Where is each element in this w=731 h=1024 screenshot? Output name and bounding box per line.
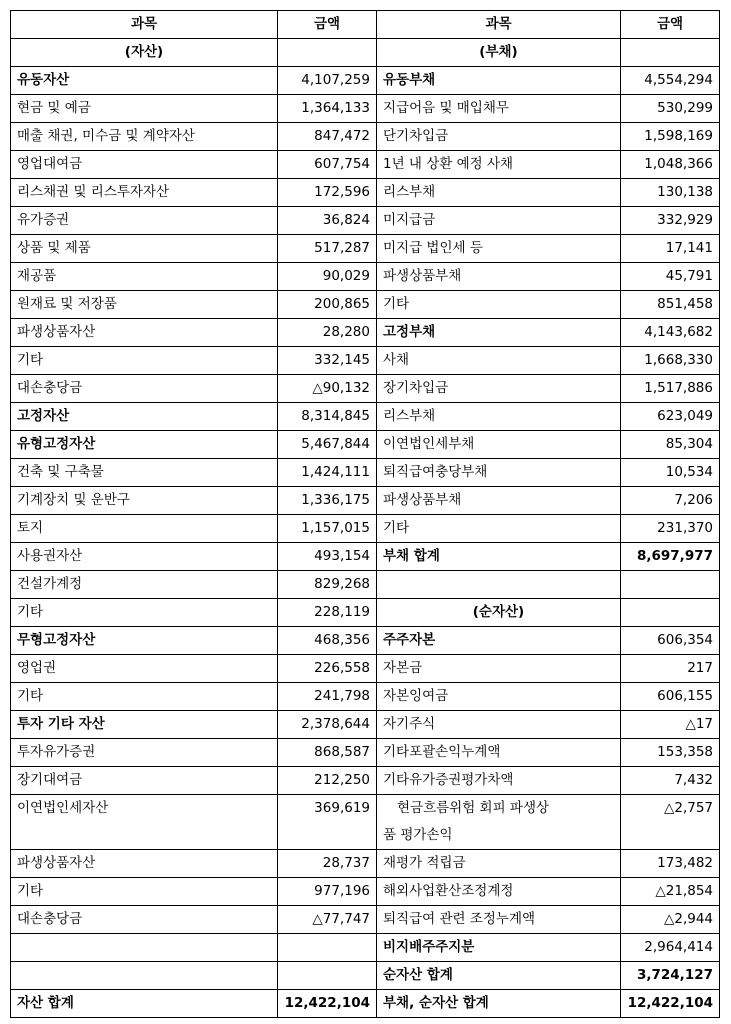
totals-row <box>11 990 720 1018</box>
row-label-right: 기타포괄손익누계액 <box>377 739 621 767</box>
row-label-right: 해외사업환산조정계정 <box>377 878 621 906</box>
row-label-right: 파생상품부채 <box>377 263 621 291</box>
row-amount-right: 45,791 <box>621 263 720 291</box>
row-label-right: 주주자본 <box>377 627 621 655</box>
table-row <box>11 403 720 431</box>
row-label-left: 재공품 <box>11 263 278 291</box>
row-label-right: 미지급금 <box>377 207 621 235</box>
row-label-left: 기계장치 및 운반구 <box>11 487 278 515</box>
row-label-right: 리스부채 <box>377 403 621 431</box>
row-label-left: 대손충당금 <box>11 906 278 934</box>
row-amount-left: 228,119 <box>278 599 377 627</box>
row-amount-left: 493,154 <box>278 543 377 571</box>
row-label-right: 기타 <box>377 515 621 543</box>
row-amount-left: 1,157,015 <box>278 515 377 543</box>
table-row <box>11 599 720 627</box>
row-label-right: 퇴직급여충당부채 <box>377 459 621 487</box>
liabilities-equity-total-label: 부채, 순자산 합계 <box>377 990 621 1018</box>
row-amount-left: 847,472 <box>278 123 377 151</box>
row-amount-right: 1,517,886 <box>621 375 720 403</box>
row-amount-right: 1,048,366 <box>621 151 720 179</box>
row-label-right: 미지급 법인세 등 <box>377 235 621 263</box>
table-row <box>11 878 720 906</box>
row-label-right: 파생상품부채 <box>377 487 621 515</box>
assets-total-amount: 12,422,104 <box>278 990 377 1018</box>
row-label-right: 지급어음 및 매입채무 <box>377 95 621 123</box>
row-amount-right: 1,668,330 <box>621 347 720 375</box>
table-row <box>11 263 720 291</box>
row-amount-left: 212,250 <box>278 767 377 795</box>
row-amount-left: 332,145 <box>278 347 377 375</box>
row-amount-left: 200,865 <box>278 291 377 319</box>
table-row <box>11 543 720 571</box>
row-label-left: 장기대여금 <box>11 767 278 795</box>
table-row <box>11 291 720 319</box>
row-amount-left: 172,596 <box>278 179 377 207</box>
row-label-left: 영업대여금 <box>11 151 278 179</box>
section-liabilities: (부채) <box>377 39 621 67</box>
row-label-right: 단기차입금 <box>377 123 621 151</box>
table-row <box>11 235 720 263</box>
table-row <box>11 739 720 767</box>
row-label-right: 기타유가증권평가차액 <box>377 767 621 795</box>
row-label-right: 고정부채 <box>377 319 621 347</box>
row-amount-left: 1,364,133 <box>278 95 377 123</box>
table-row <box>11 655 720 683</box>
row-label-left: 상품 및 제품 <box>11 235 278 263</box>
row-amount-right: △17 <box>621 711 720 739</box>
row-label-left: 이연법인세자산 <box>11 795 278 850</box>
table-row <box>11 767 720 795</box>
row-label-right: 자본금 <box>377 655 621 683</box>
row-amount-right: 530,299 <box>621 95 720 123</box>
row-amount-right: 7,432 <box>621 767 720 795</box>
header-amount-right: 금액 <box>621 11 720 39</box>
row-label-left: 기타 <box>11 599 278 627</box>
table-row <box>11 850 720 878</box>
row-label-right: 장기차입금 <box>377 375 621 403</box>
row-amount-left: 829,268 <box>278 571 377 599</box>
row-label-right: 사채 <box>377 347 621 375</box>
row-amount-right: 332,929 <box>621 207 720 235</box>
table-row <box>11 207 720 235</box>
table-row <box>11 934 720 962</box>
row-amount-left: 226,558 <box>278 655 377 683</box>
row-label-right: 자본잉여금 <box>377 683 621 711</box>
liabilities-total-label: 부채 합계 <box>377 543 621 571</box>
row-amount-left: 468,356 <box>278 627 377 655</box>
section-row <box>11 39 720 67</box>
row-label-left: 매출 채권, 미수금 및 계약자산 <box>11 123 278 151</box>
row-amount-right: 153,358 <box>621 739 720 767</box>
table-row <box>11 151 720 179</box>
row-label-left: 파생상품자산 <box>11 319 278 347</box>
row-amount-left: 241,798 <box>278 683 377 711</box>
row-label-right: 유동부채 <box>377 67 621 95</box>
table-row <box>11 487 720 515</box>
row-amount-right: 851,458 <box>621 291 720 319</box>
section-equity: (순자산) <box>377 599 621 627</box>
row-amount-right: 217 <box>621 655 720 683</box>
row-amount-right: 606,354 <box>621 627 720 655</box>
row-label-right: 자기주식 <box>377 711 621 739</box>
row-amount-left: 1,424,111 <box>278 459 377 487</box>
row-label-left: 사용권자산 <box>11 543 278 571</box>
row-amount-left: △77,747 <box>278 906 377 934</box>
table-row <box>11 431 720 459</box>
table-row <box>11 571 720 599</box>
table-row <box>11 67 720 95</box>
row-amount-right: 85,304 <box>621 431 720 459</box>
row-amount-left: 28,737 <box>278 850 377 878</box>
table-row <box>11 95 720 123</box>
table-row <box>11 627 720 655</box>
table-row <box>11 347 720 375</box>
row-label-left: 영업권 <box>11 655 278 683</box>
row-label-left: 고정자산 <box>11 403 278 431</box>
header-row <box>11 11 720 39</box>
header-amount-left: 금액 <box>278 11 377 39</box>
row-label-right: 리스부채 <box>377 179 621 207</box>
table-row <box>11 683 720 711</box>
row-amount-right: 17,141 <box>621 235 720 263</box>
section-assets: (자산) <box>11 39 278 67</box>
row-label-right-line2: 품 평가손익 <box>383 827 453 843</box>
row-label-left: 토지 <box>11 515 278 543</box>
table-row <box>11 319 720 347</box>
table-row <box>11 906 720 934</box>
row-amount-right: 173,482 <box>621 850 720 878</box>
row-label-left: 대손충당금 <box>11 375 278 403</box>
row-amount-left: 607,754 <box>278 151 377 179</box>
balance-sheet-table <box>10 10 720 1018</box>
row-amount-left: 2,378,644 <box>278 711 377 739</box>
row-label-left: 유가증권 <box>11 207 278 235</box>
row-amount-right: △2,757 <box>621 795 720 850</box>
row-amount-left: 5,467,844 <box>278 431 377 459</box>
row-label-left: 기타 <box>11 878 278 906</box>
liabilities-equity-total-amount: 12,422,104 <box>621 990 720 1018</box>
equity-total-label: 순자산 합계 <box>377 962 621 990</box>
row-amount-right: 4,143,682 <box>621 319 720 347</box>
row-amount-left: 517,287 <box>278 235 377 263</box>
table-row <box>11 795 720 850</box>
row-label-left: 리스채권 및 리스투자자산 <box>11 179 278 207</box>
row-amount-left: 4,107,259 <box>278 67 377 95</box>
table-row <box>11 962 720 990</box>
row-label-right: 이연법인세부채 <box>377 431 621 459</box>
row-amount-left: 1,336,175 <box>278 487 377 515</box>
row-amount-right: 7,206 <box>621 487 720 515</box>
row-amount-left: 90,029 <box>278 263 377 291</box>
row-label-left: 건축 및 구축물 <box>11 459 278 487</box>
liabilities-total-amount: 8,697,977 <box>621 543 720 571</box>
row-amount-left: 977,196 <box>278 878 377 906</box>
row-amount-right: △2,944 <box>621 906 720 934</box>
row-label-left: 건설가계정 <box>11 571 278 599</box>
header-account-left: 과목 <box>11 11 278 39</box>
row-amount-left: 369,619 <box>278 795 377 850</box>
row-amount-left: 28,280 <box>278 319 377 347</box>
row-amount-left: △90,132 <box>278 375 377 403</box>
table-row <box>11 515 720 543</box>
row-amount-left: 36,824 <box>278 207 377 235</box>
table-row <box>11 375 720 403</box>
row-amount-right: 1,598,169 <box>621 123 720 151</box>
row-amount-right: △21,854 <box>621 878 720 906</box>
row-label-left: 원재료 및 저장품 <box>11 291 278 319</box>
row-label-right: 기타 <box>377 291 621 319</box>
row-label-right: 퇴직급여 관련 조정누계액 <box>377 906 621 934</box>
row-label-left: 투자 기타 자산 <box>11 711 278 739</box>
table-row <box>11 459 720 487</box>
row-label-right: 비지배주주지분 <box>377 934 621 962</box>
row-amount-right: 10,534 <box>621 459 720 487</box>
row-label-left: 무형고정자산 <box>11 627 278 655</box>
row-label-left: 투자유가증권 <box>11 739 278 767</box>
row-label-right-wrapped <box>377 795 621 850</box>
row-amount-right: 231,370 <box>621 515 720 543</box>
row-label-left: 유동자산 <box>11 67 278 95</box>
header-account-right: 과목 <box>377 11 621 39</box>
table-row <box>11 123 720 151</box>
assets-total-label: 자산 합계 <box>11 990 278 1018</box>
row-amount-left: 868,587 <box>278 739 377 767</box>
row-label-right: 재평가 적립금 <box>377 850 621 878</box>
row-amount-right: 4,554,294 <box>621 67 720 95</box>
row-label-left: 현금 및 예금 <box>11 95 278 123</box>
table-row <box>11 179 720 207</box>
row-amount-left: 8,314,845 <box>278 403 377 431</box>
row-amount-right: 130,138 <box>621 179 720 207</box>
row-amount-right: 623,049 <box>621 403 720 431</box>
row-label-left: 기타 <box>11 683 278 711</box>
row-label-left: 기타 <box>11 347 278 375</box>
row-amount-right: 606,155 <box>621 683 720 711</box>
row-label-left: 유형고정자산 <box>11 431 278 459</box>
equity-total-amount: 3,724,127 <box>621 962 720 990</box>
row-amount-right: 2,964,414 <box>621 934 720 962</box>
row-label-left: 파생상품자산 <box>11 850 278 878</box>
row-label-right-line1: 현금흐름위험 회피 파생상 <box>397 800 550 816</box>
row-label-right: 1년 내 상환 예정 사채 <box>377 151 621 179</box>
table-row <box>11 711 720 739</box>
